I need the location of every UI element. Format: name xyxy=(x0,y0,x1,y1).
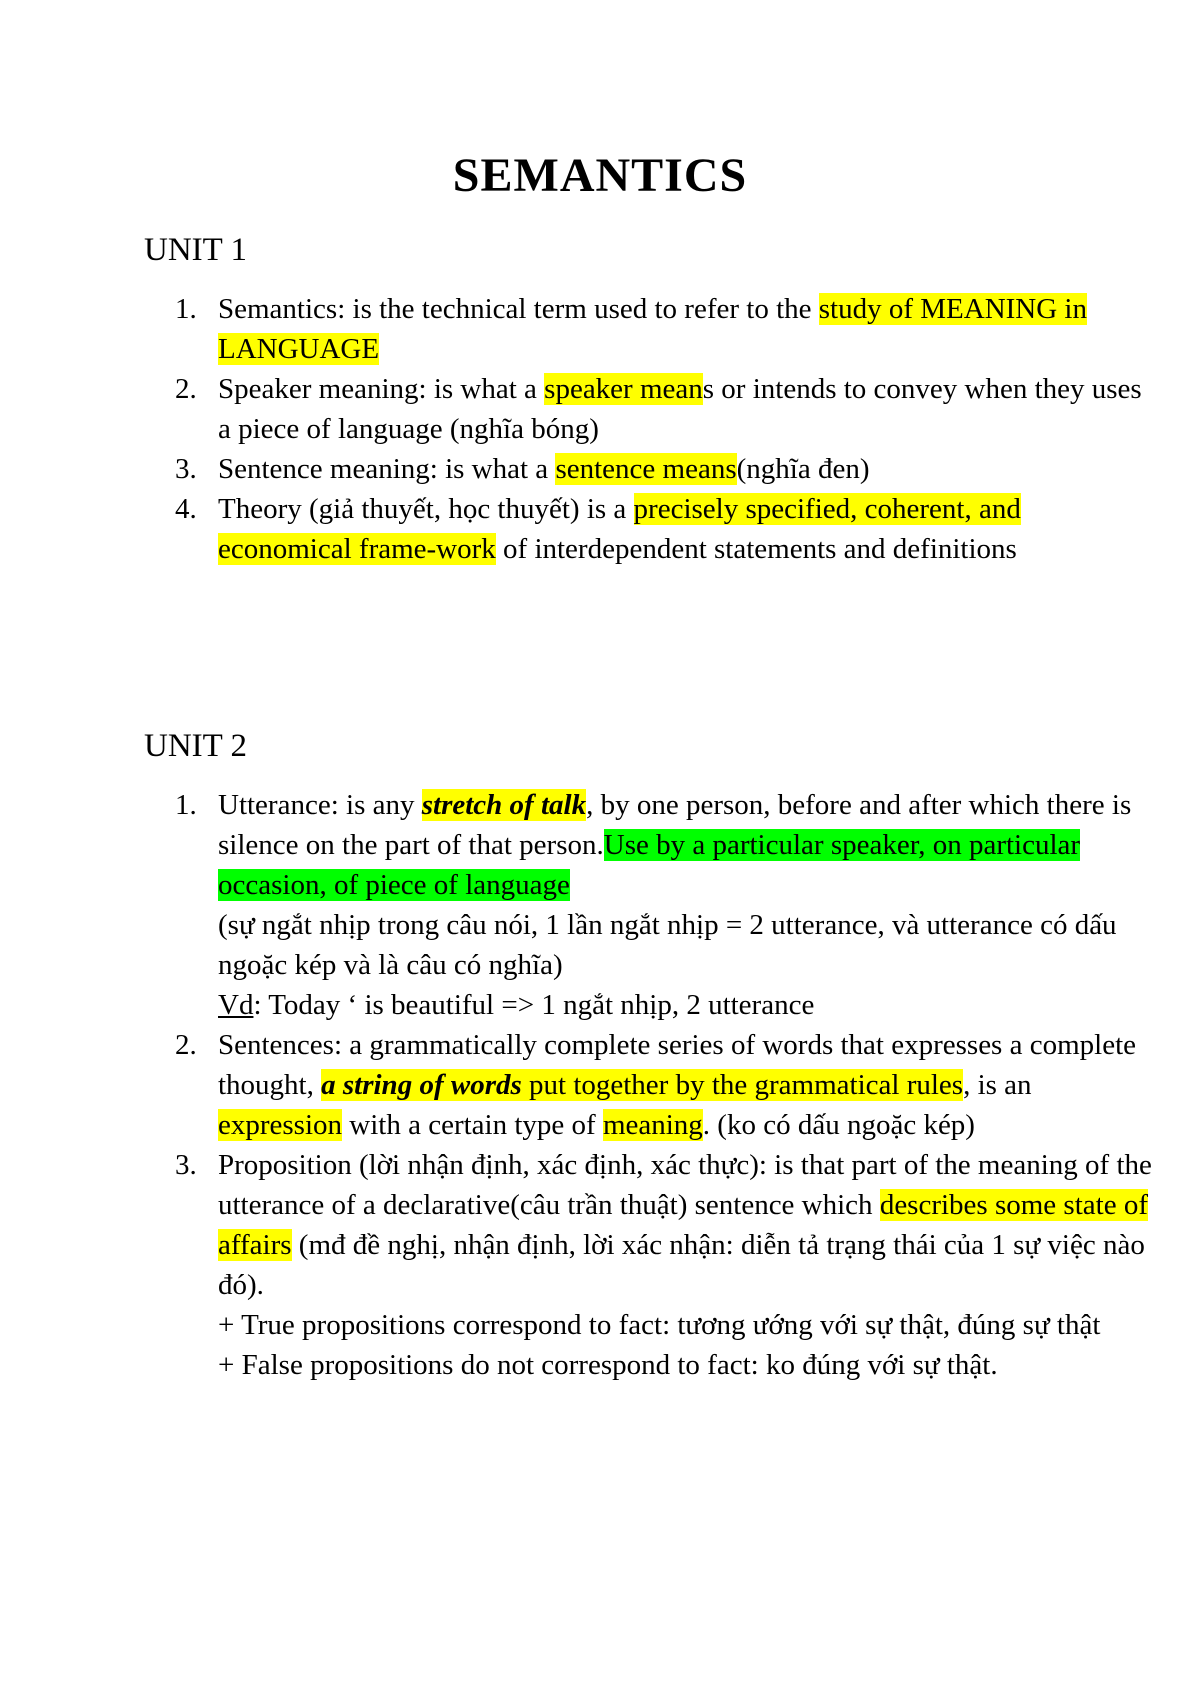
list-number: 1. xyxy=(175,789,197,821)
highlight-text: stretch of talk xyxy=(421,789,587,821)
item-text: + False propositions do not correspond to fact: ko đúng với sự thật. xyxy=(218,1349,998,1381)
unit-2-heading: UNIT 2 xyxy=(144,728,247,764)
unit-1-heading: UNIT 1 xyxy=(144,232,247,268)
highlight-text: expression xyxy=(218,1109,343,1141)
item-text: Semantics: is the technical term used to refer to the xyxy=(218,293,819,325)
item-text: Sentence meaning: is what a xyxy=(218,453,556,485)
list-item xyxy=(175,289,1158,369)
item-text: (sự ngắt nhịp trong câu nói, 1 lần ngắt nhịp = 2 utterance, và utterance có dấu ngoặc kép và là câu có nghĩa) xyxy=(218,909,1117,981)
green-highlight-text: Use by a particular speaker, on particular occasion, of piece of language xyxy=(218,829,1081,901)
item-text: + True propositions correspond to fact: tương ướng với sự thật, đúng sự thật xyxy=(218,1309,1101,1341)
list-item xyxy=(175,489,1158,569)
highlight-text: describes some state of affairs xyxy=(218,1189,1148,1261)
example-text: : Today ‘ is beautiful => 1 ngắt nhịp, 2 utterance xyxy=(253,989,815,1021)
list-item xyxy=(175,449,1158,489)
highlight-text: precisely specified, coherent, and economical frame-work xyxy=(218,493,1021,565)
item-text: with a certain type of xyxy=(342,1109,603,1141)
highlight-text: a string of words xyxy=(321,1069,522,1101)
list-number: 1. xyxy=(175,293,197,325)
highlight-text: speaker mean xyxy=(544,373,703,405)
highlight-text: sentence means xyxy=(555,453,737,485)
document-title: SEMANTICS xyxy=(452,149,748,202)
item-text: (mđ đề nghị, nhận định, lời xác nhận: diễn tả trạng thái của 1 sự việc nào đó). xyxy=(218,1229,1145,1301)
highlight-text: study of MEANING in LANGUAGE xyxy=(218,293,1087,365)
list-number: 3. xyxy=(175,1149,197,1181)
item-text: Sentences: a grammatically complete series of words that expresses a complete thought, xyxy=(218,1029,1137,1101)
item-text: (nghĩa đen) xyxy=(736,453,870,485)
item-text: , by one person, before and after which there is silence on the part of that person. xyxy=(218,789,1132,861)
item-text: Speaker meaning: is what a xyxy=(218,373,545,405)
unit-1-list xyxy=(144,289,1158,569)
list-number: 2. xyxy=(175,373,197,405)
list-number: 3. xyxy=(175,453,197,485)
item-text: . (ko có dấu ngoặc kép) xyxy=(702,1109,975,1141)
list-number: 2. xyxy=(175,1029,197,1061)
item-text: , is an xyxy=(963,1069,1032,1101)
list-number: 4. xyxy=(175,493,197,525)
item-text: of interdependent statements and definitions xyxy=(495,533,1017,565)
item-text: s or intends to convey when they uses a piece of language (nghĩa bóng) xyxy=(218,373,1142,445)
list-item xyxy=(175,1145,1158,1385)
item-text: Utterance: is any xyxy=(218,789,422,821)
item-text: Theory (giả thuyết, học thuyết) is a xyxy=(218,493,634,525)
list-item xyxy=(175,785,1158,1025)
highlight-text: put together by the grammatical rules xyxy=(521,1069,964,1101)
unit-2-list xyxy=(144,785,1158,1385)
item-text: Proposition (lời nhận định, xác định, xác thực): is that part of the meaning of the utterance of a declarative(câu trần thuật) sentence which xyxy=(218,1149,1152,1221)
example-label: Vd xyxy=(218,989,254,1021)
highlight-text: meaning xyxy=(602,1109,703,1141)
list-item xyxy=(175,369,1158,449)
list-item xyxy=(175,1025,1158,1145)
